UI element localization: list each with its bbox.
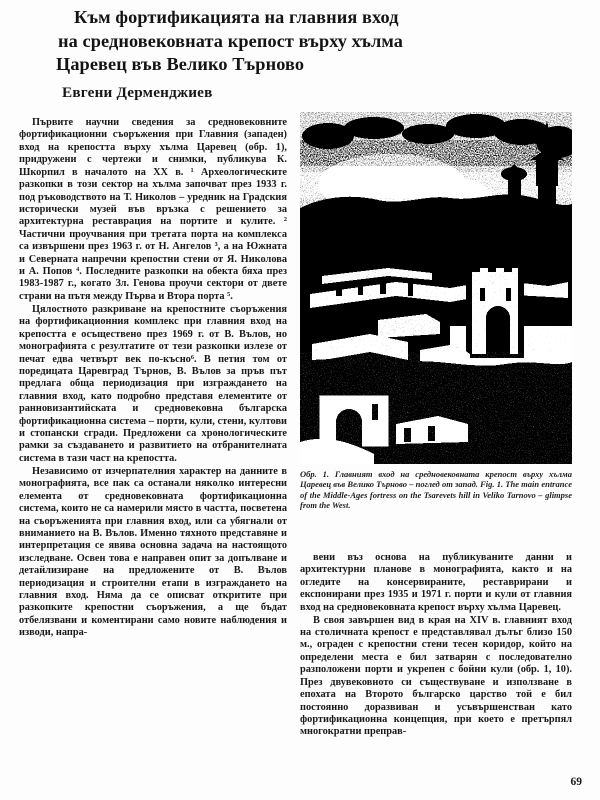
paragraph: Независимо от изчерпателния характер на данните в монографията, все пак са останали няколко интересни елемента от средновековната фортификационна система, които не са намерили място в частта, посветена на съоръженията при главния вход, или са убягнали от вниманието на В. Вълов. Именно тяхното представяне и интерпретация се явява основна задача на настоящото изследване. Освен това е направен опит за допълване и детайлизиране на предложените от В. Вълов периодизация и строителни етапи в изграждането на главния вход. Няма да се описват откритите при разкопките крепостни съоръжения, а ще бъдат отбелязвани и коментирани само новите наблюдения и изводи, напра-	[19, 465, 287, 639]
paragraph: вени въз основа на публикуваните данни и архитектурни планове в монографията, както и на огледите на консервираните, реставрирани и експонирани през 1935 и 1971 г. порти и кули от главния вход на средновековната крепост върху хълма Царевец.	[300, 552, 572, 613]
title-block	[56, 6, 556, 77]
page-number: 69	[570, 776, 582, 788]
figure-obr-1	[300, 112, 572, 510]
body-column-left	[19, 117, 287, 640]
paragraph: В своя завършен вид в края на XIV в. главният вход на столичната крепост е представлявал дълъг близо 150 м., ограден с крепостни стени тесен коридор, който на определени места е бил затварян с последователно разположени порти и укрепен с бойни кули (обр. 1, 10). През двувековното си съществуване и използване в епохата на Второто българско царство той е бил постоянно доразвиван и усъвършенстван като фортификационна концепция, при което е претърпял многократни преправ-	[300, 614, 572, 738]
figure-caption-en: Fig. 1. The main entrance of the Middle-Ages fortress on the Tsarevets hill in Veliko Tarnovo – glimpse from the West.	[300, 479, 573, 510]
paragraph: Цялостното разкриване на крепостните съоръжения на фортификационния комплекс при главния вход на крепостта е осъществено през 1969 г. от В. Вълов, но монографията с резултатите от тези разкопки излезе от печат едва четвърт век по-късно⁶. В петия том от поредицата Царевград Търнов, В. Вълов за пръв път предлага обща периодизация при изграждането на главния вход, като подробно представя елементите от ранновизантийската и средновековна българска фортификационна система – порти, кули, стени, култови и стопански сгради. Предложени са хронологическите рамки за създаването и развитието на отбранителната система в тази част на крепостта.	[19, 303, 287, 464]
title-line-2: на средновековната крепост върху хълма	[58, 30, 403, 51]
fortress-photograph	[300, 112, 572, 464]
title-line-1: Към фортификацията на главния вход	[74, 7, 399, 27]
paragraph: Първите научни сведения за средновековните фортификационни съоръжения при Главния (западен) вход на крепостта върху хълма Царевец (обр. 1), придружени с чертежи и снимки, публикува К. Шкорпил в началото на XX в. ¹ Археологическите разкопки в този сектор на хълма започват през 1933 г. под ръководството на Т. Николов – уредник на Градския исторически музей във връзка с решението за архитектурна реставрация на портите и кулите. ² Частични проучвания при третата порта на комплекса са извършени през 1963 г. от Н. Ангелов ³, а на Южната и Северната напречни крепостни стени от Я. Николова и А. Попов ⁴. Последните разкопки на обекта бяха през 1983-1987 г., когато Зл. Генова проучи сектори от двете страни на пътя между Първа и Втора порта ⁵.	[19, 117, 287, 302]
title-line-3: Царевец във Велико Търново	[56, 54, 305, 74]
figure-caption	[300, 469, 572, 510]
body-column-right	[300, 552, 572, 739]
page-title	[56, 6, 556, 77]
figure-caption-bg: Обр. 1. Главният вход на средновековната крепост върху хълма Царевец във Велико Търново – поглед от запад.	[300, 469, 572, 490]
author-name: Евгени Дерменджиев	[62, 84, 213, 101]
